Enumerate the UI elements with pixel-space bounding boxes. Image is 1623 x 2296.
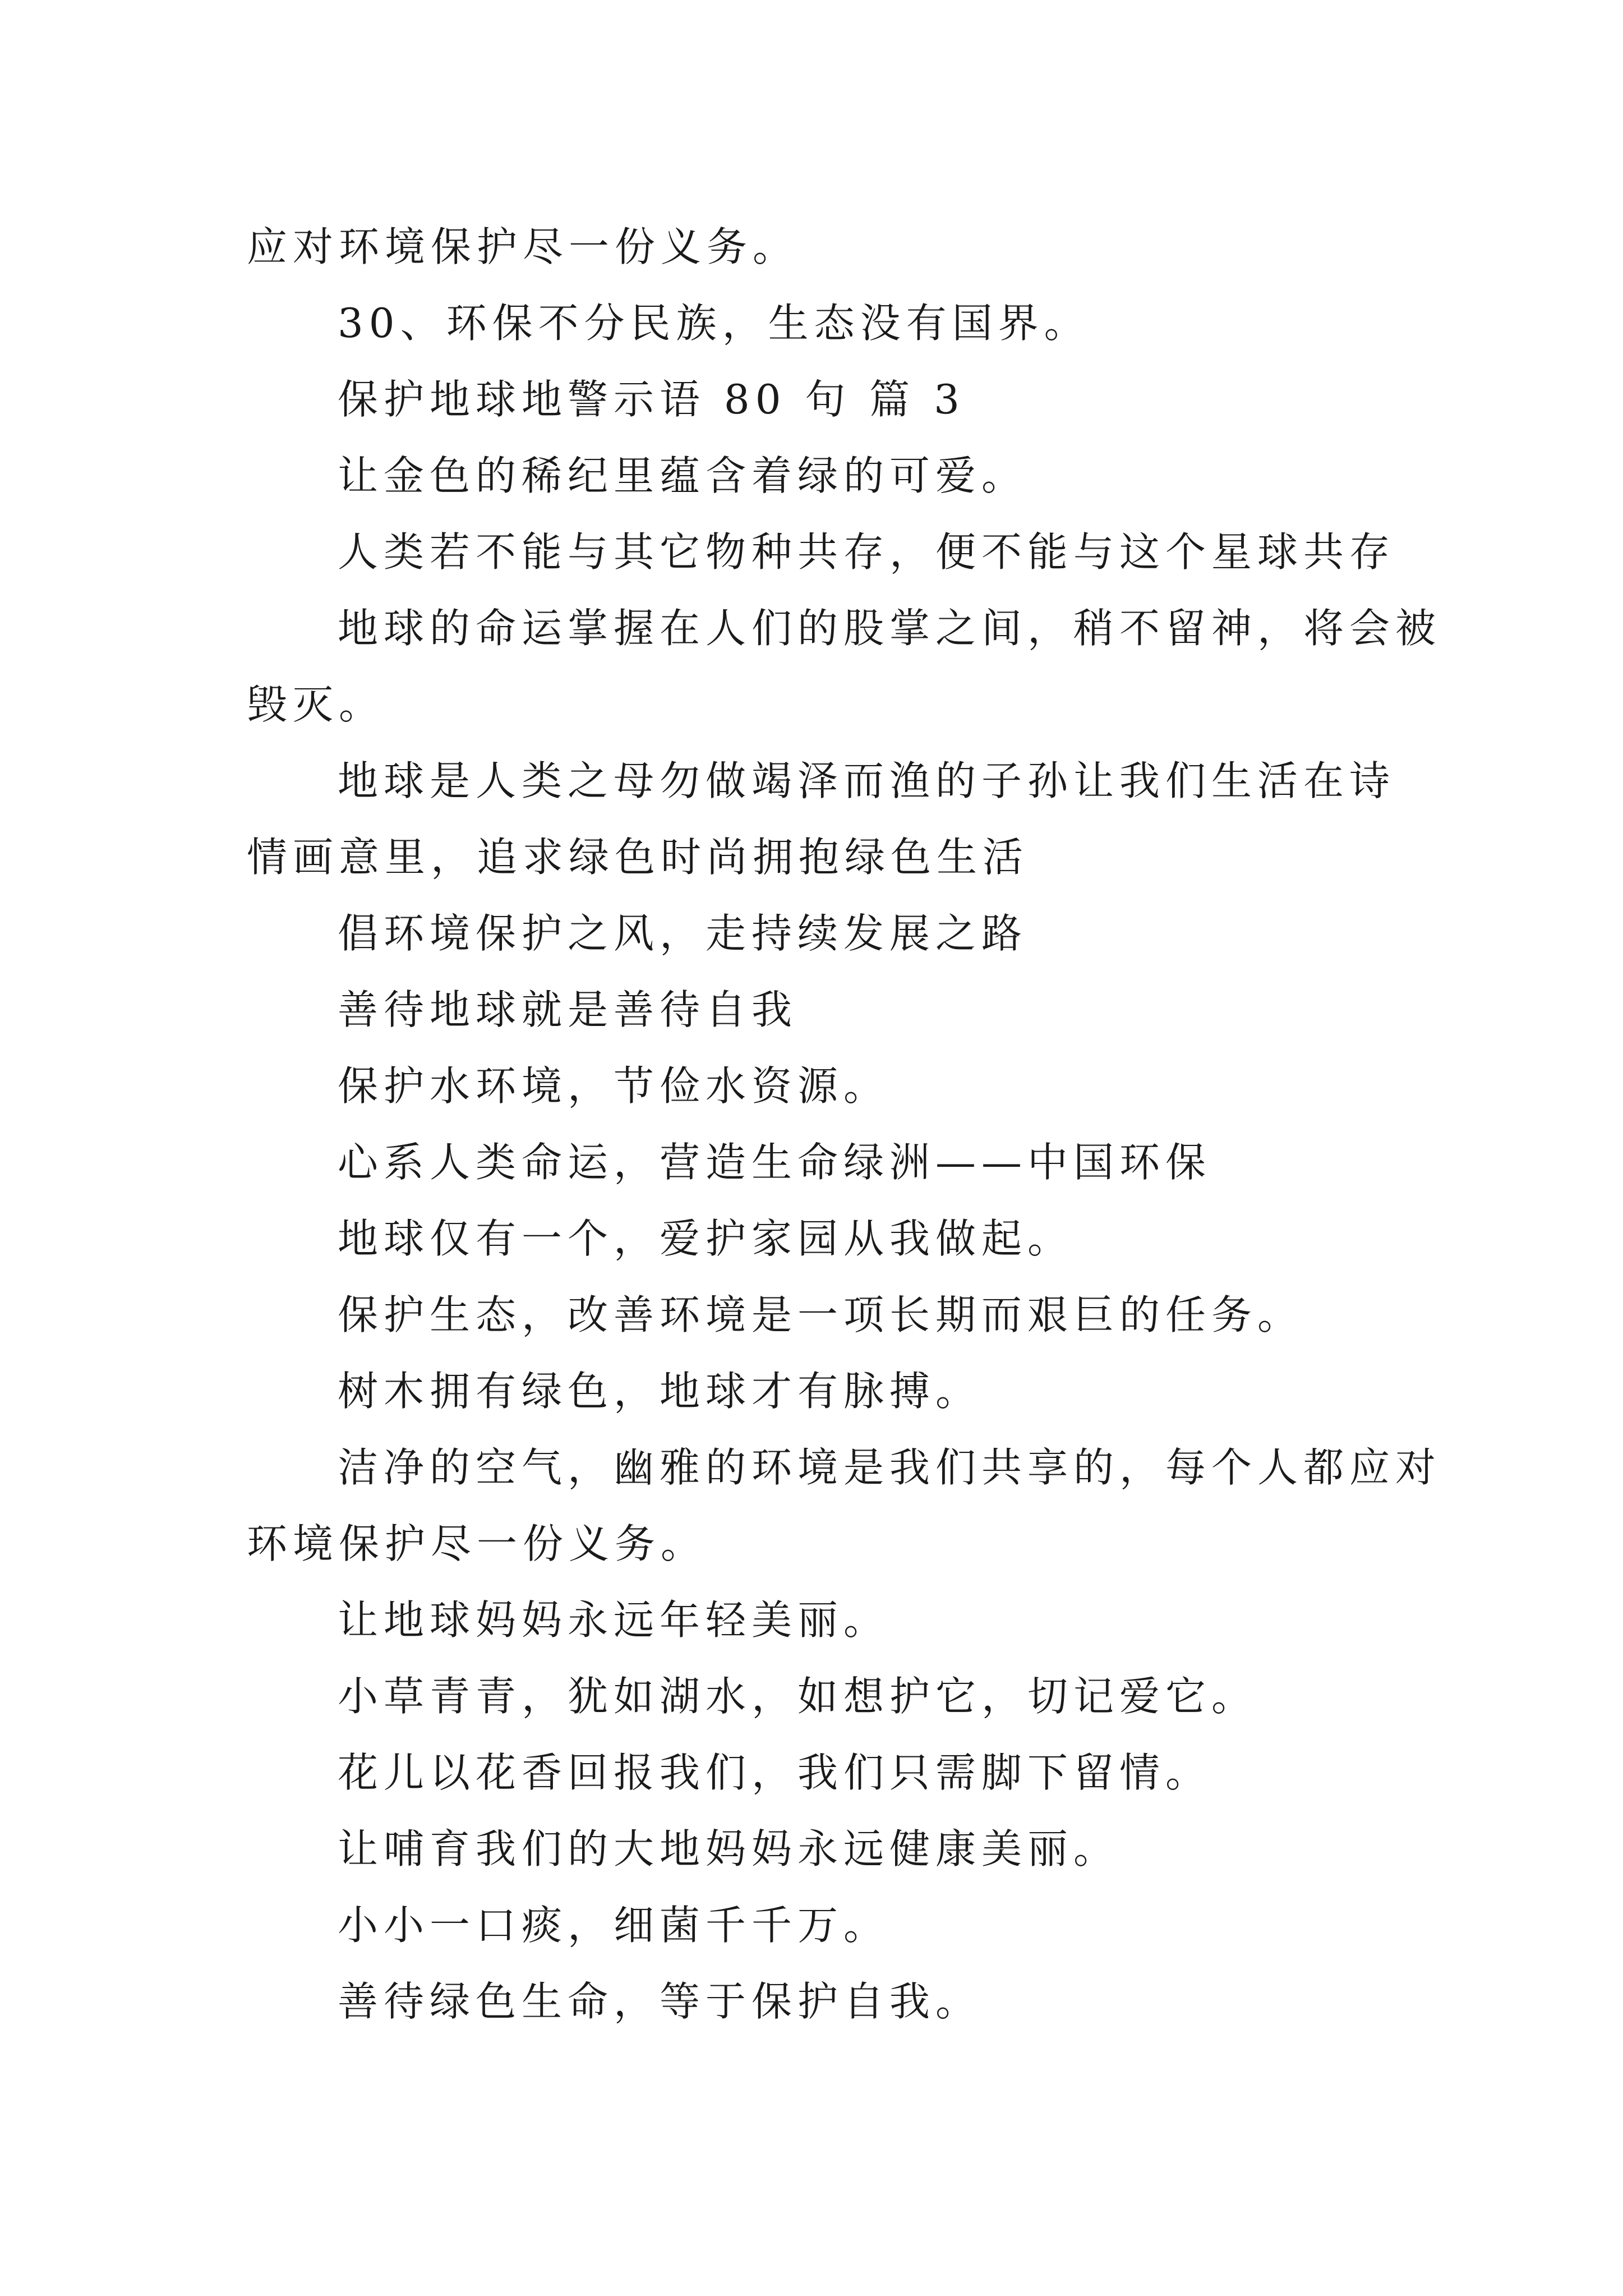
text-line: 应对环境保护尽一份义务。 (247, 223, 799, 270)
text-line: 树木拥有绿色，地球才有脉搏。 (338, 1368, 982, 1415)
text-line: 善待绿色生命，等于保护自我。 (338, 1978, 982, 2025)
text-line: 小草青青，犹如湖水，如想护它，切记爱它。 (338, 1673, 1258, 1720)
text-line: 地球是人类之母勿做竭泽而渔的子孙让我们生活在诗 (338, 757, 1396, 804)
text-line: 小小一口痰，细菌千千万。 (338, 1902, 890, 1949)
text-line: 洁净的空气，幽雅的环境是我们共享的，每个人都应对 (338, 1444, 1442, 1491)
text-line: 保护水环境，节俭水资源。 (338, 1062, 890, 1110)
text-line: 地球的命运掌握在人们的股掌之间，稍不留神，将会被 (338, 605, 1442, 652)
section-heading: 保护地球地警示语 80 句 篇 3 (338, 376, 965, 423)
text-line: 30、环保不分民族，生态没有国界。 (338, 300, 1090, 347)
text-line: 倡环境保护之风，走持续发展之路 (338, 910, 1028, 957)
text-line: 让地球妈妈永远年轻美丽。 (338, 1596, 890, 1644)
text-line: 花儿以花香回报我们，我们只需脚下留情。 (338, 1749, 1212, 1796)
text-line: 善待地球就是善待自我 (338, 986, 798, 1033)
text-line: 让金色的稀纪里蕴含着绿的可爱。 (338, 452, 1028, 499)
text-line: 人类若不能与其它物种共存，便不能与这个星球共存 (338, 528, 1396, 576)
text-line: 让哺育我们的大地妈妈永远健康美丽。 (338, 1825, 1120, 1872)
text-line: 心系人类命运，营造生命绿洲——中国环保 (338, 1139, 1212, 1186)
text-line: 环境保护尽一份义务。 (247, 1520, 707, 1567)
text-line: 毁灭。 (247, 681, 385, 728)
text-line: 保护生态，改善环境是一项长期而艰巨的任务。 (338, 1291, 1304, 1338)
text-line: 地球仅有一个，爱护家园从我做起。 (338, 1215, 1074, 1262)
text-line: 情画意里，追求绿色时尚拥抱绿色生活 (247, 834, 1029, 881)
